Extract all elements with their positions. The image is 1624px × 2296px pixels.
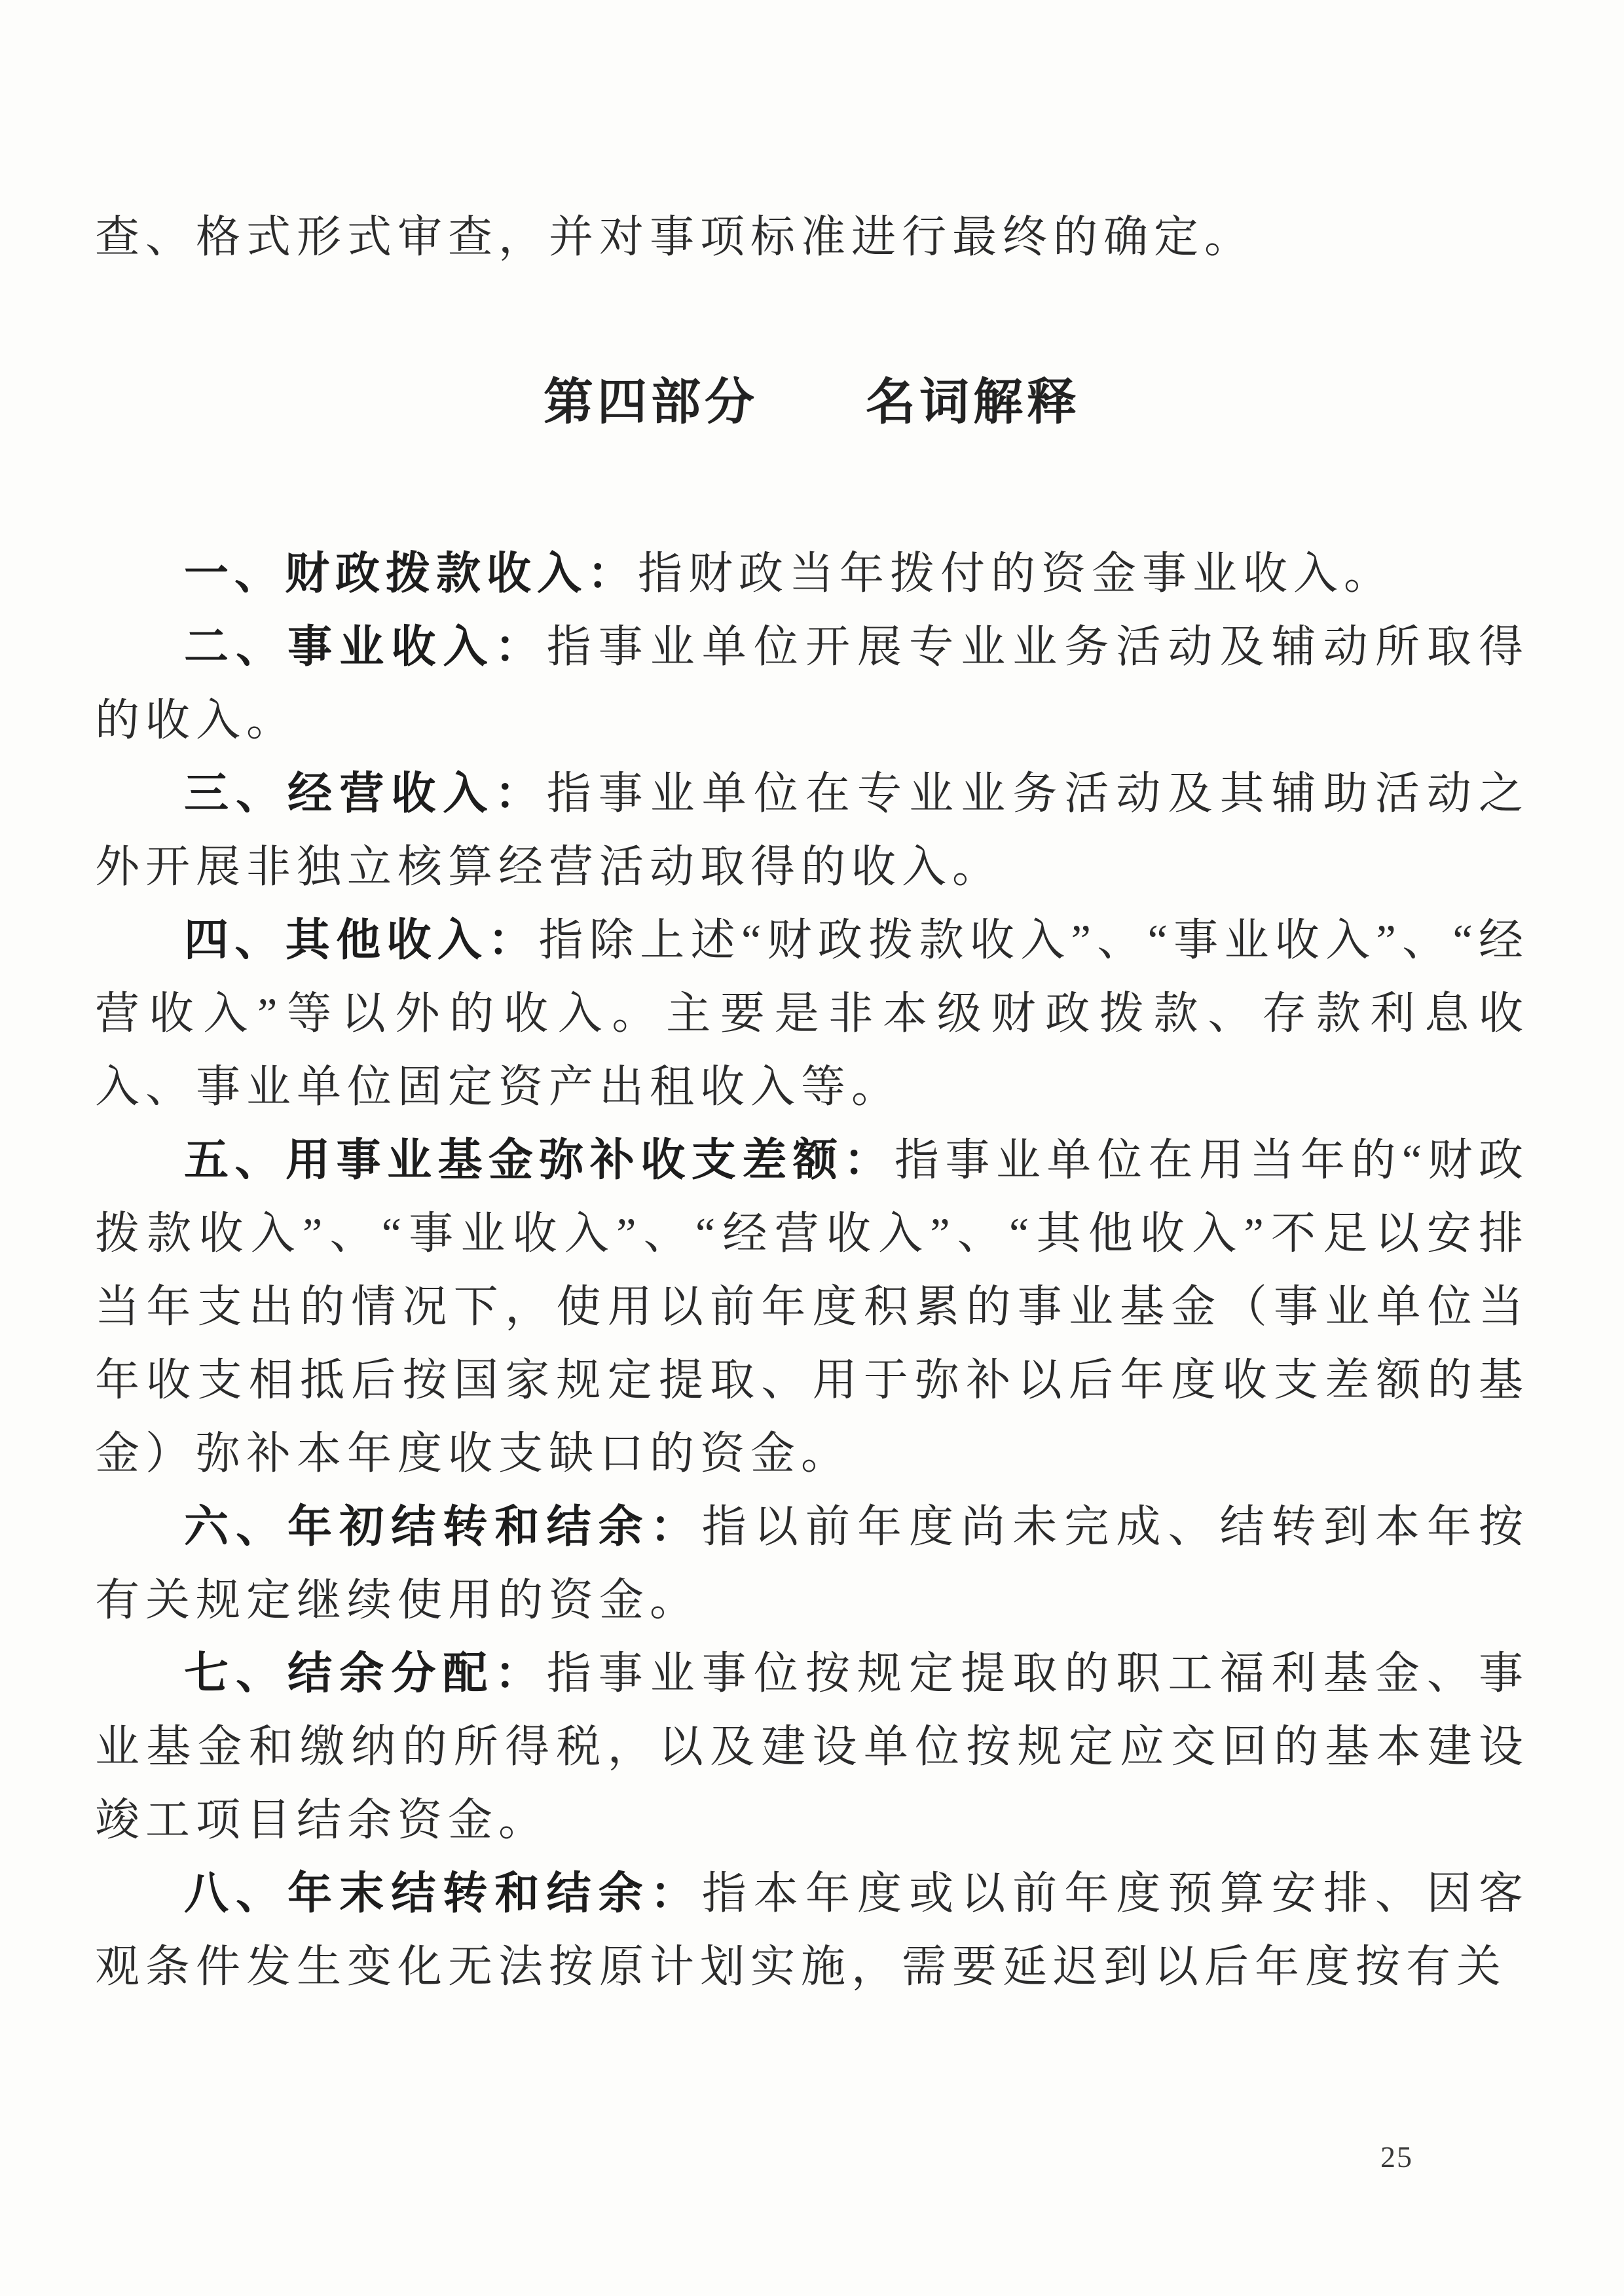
definition-paragraph-1 <box>95 537 1529 610</box>
definition-term-4: 四、其他收入： <box>184 915 539 965</box>
definition-body-8: 指本年度或以前年度预算安排、因客观条件发生变化无法按原计划实施，需要延迟到以后年度按有关 <box>95 1868 1529 1992</box>
definition-body-4: 指除上述“财政拨款收入”、“事业收入”、“经营收入”等以外的收入。主要是非本级财政拨款、存款利息收入、事业单位固定资产出租收入等。 <box>95 915 1529 1112</box>
definition-paragraph-5 <box>95 1123 1529 1490</box>
definition-term-3: 三、经营收入： <box>184 769 547 818</box>
definition-term-7: 七、结余分配： <box>184 1649 547 1698</box>
definition-term-5: 五、用事业基金弥补收支差额： <box>184 1135 895 1185</box>
page-number: 25 <box>1380 2140 1413 2174</box>
definition-paragraph-3 <box>95 757 1529 903</box>
definition-paragraph-6 <box>95 1490 1529 1637</box>
definition-paragraph-8 <box>95 1857 1529 2003</box>
section-title: 第四部分 名词解释 <box>544 374 1080 430</box>
definition-term-2: 二、事业收入： <box>184 622 547 672</box>
definition-body-2: 指事业单位开展专业业务活动及辅动所取得的收入。 <box>95 622 1529 745</box>
definition-body-7: 指事业事位按规定提取的职工福利基金、事业基金和缴纳的所得税，以及建设单位按规定应交回的基本建设竣工项目结余资金。 <box>95 1649 1529 1845</box>
definition-paragraph-7 <box>95 1637 1529 1857</box>
definitions-list <box>95 537 1529 2003</box>
definition-term-8: 八、年末结转和结余： <box>184 1868 702 1918</box>
definition-paragraph-4 <box>95 903 1529 1123</box>
definition-term-6: 六、年初结转和结余： <box>184 1502 702 1552</box>
continuation-line: 查、格式形式审查，并对事项标准进行最终的确定。 <box>95 212 1255 262</box>
definition-body-6: 指以前年度尚未完成、结转到本年按有关规定继续使用的资金。 <box>95 1502 1529 1625</box>
definition-paragraph-2 <box>95 610 1529 757</box>
definition-body-3: 指事业单位在专业业务活动及其辅助活动之外开展非独立核算经营活动取得的收入。 <box>95 769 1529 892</box>
definition-body-1: 指财政当年拨付的资金事业收入。 <box>638 549 1395 598</box>
definition-body-5: 指事业单位在用当年的“财政拨款收入”、“事业收入”、“经营收入”、“其他收入”不足以安排当年支出的情况下，使用以前年度积累的事业基金（事业单位当年收支相抵后按国家规定提取、用于弥补以后年度收支差额的基金）弥补本年度收支缺口的资金。 <box>95 1135 1529 1478</box>
definition-term-1: 一、财政拨款收入： <box>184 549 638 598</box>
